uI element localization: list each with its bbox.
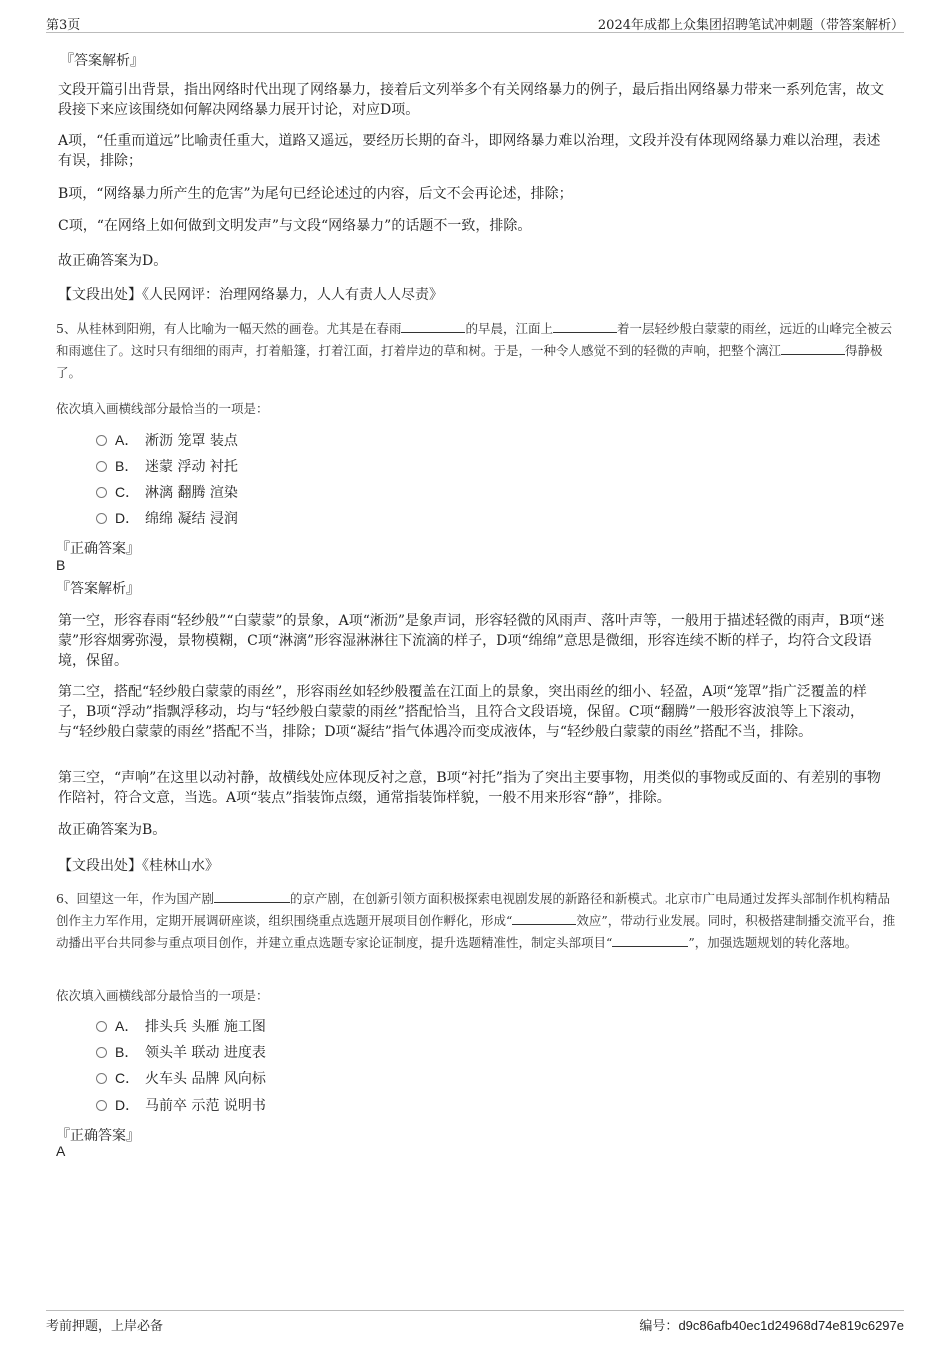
prev-source: 【文段出处】《人民网评：治理网络暴力，人人有责人人尽责》: [58, 287, 443, 303]
fill-blank: [612, 932, 688, 947]
radio-icon[interactable]: [96, 1021, 107, 1032]
radio-icon[interactable]: [96, 1073, 107, 1084]
prev-analysis-label: 『答案解析』: [60, 53, 144, 69]
question-5-analysis-paragraph: 第二空，搭配“轻纱般白蒙蒙的雨丝”，形容雨丝如轻纱般覆盖在江面上的景象，突出雨丝的细小、轻盈，A项“笼罩”指广泛覆盖的样子，B项“浮动”指飘浮移动，均与“轻纱般白蒙蒙的雨丝”搭配恰当，且符合文段语境，保留。C项“翻腾”一般形容波浪等上下滚动，与“轻纱般白蒙蒙的雨丝”搭配不当，排除；D项“凝结”指气体遇冷而变成液体，与“轻纱般白蒙蒙的雨丝”搭配不当，排除。: [58, 684, 867, 740]
radio-icon[interactable]: [96, 1047, 107, 1058]
radio-icon[interactable]: [96, 487, 107, 498]
question-6-stem: 6、回望这一年，作为国产剧 的京产剧，在创新引领方面积极探索电视剧发展的新路径和新模式。北京市广电局通过发挥头部制作机构精品创作主力军作用，定期开展调研座谈，组织围绕重点选题开展项目创作孵化，形成“ 效应”，带动行业发展。同时，积极搭建制播交流平台，推动播出平台共同参与重点项目创作，并建立重点选题专家论证制度，提升选题精准性，制定头部项目“ ”，加强选题规划的转化落地。: [56, 888, 898, 954]
question-5-stem: 5、从桂林到阳朔，有人比喻为一幅天然的画卷。尤其是在春雨 的早晨，江面上 着一层轻纱般白蒙蒙的雨丝，远近的山峰完全被云和雨遮住了。这时只有细细的雨声，打着船篷，打着江面，打着岸边的草和树。于是，一种令人感觉不到的轻微的声响，把整个漓江 得静极了。: [56, 318, 898, 384]
question-5-analysis-paragraph: 第三空，“声响”在这里以动衬静，故横线处应体现反衬之意，B项“衬托”指为了突出主要事物，用类似的事物或反面的、有差别的事物作陪衬，符合文意，当选。A项“装点”指装饰点缀，通常指装饰样貌，一般不用来形容“静”，排除。: [58, 770, 881, 806]
prev-analysis-paragraph: B项，“网络暴力所产生的危害”为尾句已经论述过的内容，后文不会再论述，排除；: [58, 186, 573, 202]
question-6-option-c[interactable]: C． 火车头 品牌 风向标: [96, 1068, 266, 1090]
question-6-answer: A: [56, 1143, 66, 1159]
prev-analysis-conclusion: 故正确答案为D。: [58, 253, 168, 269]
question-5-prompt: 依次填入画横线部分最恰当的一项是：: [56, 401, 269, 416]
question-5-analysis-paragraph: 第一空，形容春雨“轻纱般”“白蒙蒙”的景象，A项“淅沥”是象声词，形容轻微的风雨声、落叶声等，一般用于描述轻微的雨声，B项“迷蒙”形容烟雾弥漫，景物模糊，C项“淋漓”形容湿淋淋往下流滴的样子，D项“绵绵”意思是微细，形容连续不断的样子，均符合文段语境，保留。: [58, 613, 885, 669]
fill-blank: [214, 888, 290, 903]
question-5-option-d[interactable]: D． 绵绵 凝结 浸润: [96, 508, 238, 530]
radio-icon[interactable]: [96, 513, 107, 524]
question-6-option-d[interactable]: D． 马前卒 示范 说明书: [96, 1095, 266, 1117]
radio-icon[interactable]: [96, 461, 107, 472]
question-5-option-c[interactable]: C． 淋漓 翻腾 渲染: [96, 482, 238, 504]
question-5-answer: B: [56, 557, 66, 573]
question-6-prompt: 依次填入画横线部分最恰当的一项是：: [56, 988, 269, 1003]
question-5-option-b[interactable]: B． 迷蒙 浮动 衬托: [96, 456, 238, 478]
prev-analysis-paragraph: 文段开篇引出背景，指出网络时代出现了网络暴力，接着后文列举多个有关网络暴力的例子，最后指出网络暴力带来一系列危害，故文段接下来应该围绕如何解决网络暴力展开讨论，对应D项。: [58, 82, 884, 118]
prev-analysis-paragraph: C项，“在网络上如何做到文明发声”与文段“网络暴力”的话题不一致，排除。: [58, 218, 532, 234]
fill-blank: [781, 340, 845, 355]
page-number: 第3页: [46, 18, 81, 33]
document-code: 编号：d9c86afb40ec1d24968d74e819c6297e: [639, 1318, 904, 1334]
fill-blank: [512, 910, 576, 925]
question-6-option-a[interactable]: A． 排头兵 头雁 施工图: [96, 1016, 266, 1038]
document-title: 2024年成都上众集团招聘笔试冲刺题（带答案解析）: [597, 18, 904, 33]
question-6-option-b[interactable]: B． 领头羊 联动 进度表: [96, 1042, 266, 1064]
question-5-conclusion: 故正确答案为B。: [58, 822, 167, 838]
page-footer: [46, 1310, 904, 1337]
question-5-correct-label: 『正确答案』: [56, 541, 140, 557]
fill-blank: [553, 318, 617, 333]
question-5-analysis-label: 『答案解析』: [56, 581, 140, 597]
radio-icon[interactable]: [96, 1100, 107, 1111]
prev-analysis-paragraph: A项，“任重而道远”比喻责任重大，道路又遥远，要经历长期的奋斗，即网络暴力难以治理，文段并没有体现网络暴力难以治理，表述有误，排除；: [58, 133, 881, 169]
page-header: [46, 10, 904, 33]
radio-icon[interactable]: [96, 435, 107, 446]
question-5-source: 【文段出处】《桂林山水》: [58, 858, 219, 874]
question-5-option-a[interactable]: A． 淅沥 笼罩 装点: [96, 430, 238, 452]
fill-blank: [401, 318, 465, 333]
question-6-correct-label: 『正确答案』: [56, 1128, 140, 1144]
footer-slogan: 考前押题，上岸必备: [46, 1319, 164, 1334]
